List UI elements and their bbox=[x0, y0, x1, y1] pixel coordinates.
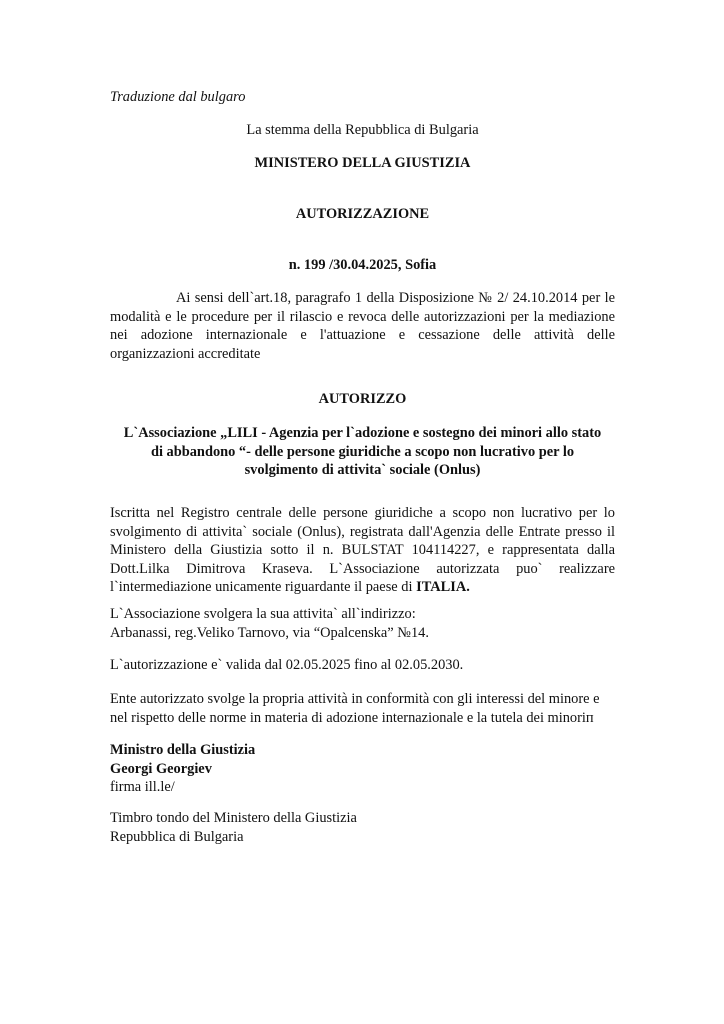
registration-text: Iscritta nel Registro centrale delle persone giuridiche a scopo non lucrativo per lo svolgimento di attivita` sociale (Onlus), registrata dall'Agenzia delle Entrate presso il Ministero della Giustizia sotto il n. BULSTAT 104114227, e rappresentata dalla Dott.Lilka Dimitrova Kraseva. L`Associazione autorizzata puo` realizzare l`intermediazione unicamente riguardante il paese di bbox=[110, 505, 615, 595]
association-name-block bbox=[110, 424, 615, 480]
signatory-name: Georgi Georgiev bbox=[110, 760, 212, 777]
signatory-title: Ministro della Giustizia bbox=[110, 742, 256, 758]
legal-basis-paragraph: Ai sensi dell`art.18, paragrafo 1 della Disposizione № 2/ 24.10.2014 per le modalità e le procedure per il rilascio e revoca delle autorizzazioni per la mediazione nei adozione internazionale e l'attuazione e cessazione delle attività delle organizzazioni accreditate bbox=[110, 290, 615, 362]
address-block bbox=[110, 605, 615, 642]
country-punctuation: . bbox=[466, 579, 470, 595]
association-line-2: di abbandono “- delle persone giuridiche a scopo non lucrativo per lo bbox=[150, 443, 575, 460]
signature-note: firma ill.le/ bbox=[110, 779, 175, 795]
stamp-block bbox=[110, 809, 615, 846]
association-line-3: svolgimento di attivita` sociale (Onlus) bbox=[244, 462, 481, 478]
document-title: AUTORIZZAZIONE bbox=[295, 206, 430, 222]
stamp-line-1: Timbro tondo del Ministero della Giustizia bbox=[110, 810, 357, 826]
country-name: ITALIA bbox=[416, 579, 467, 595]
validity-statement: L`autorizzazione e` valida dal 02.05.2025 fino al 02.05.2030. bbox=[110, 657, 464, 673]
compliance-paragraph: Ente autorizzato svolge la propria attività in conformità con gli interessi del minore e nel rispetto delle norme in materia di adozione internazionale e la tutela dei minoriп bbox=[110, 691, 600, 726]
ministry-heading: MINISTERO DELLA GIUSTIZIA bbox=[254, 155, 471, 171]
document-number-date: n. 199 /30.04.2025, Sofia bbox=[288, 257, 437, 273]
signature-block bbox=[110, 741, 615, 797]
coat-of-arms-caption: La stemma della Repubblica di Bulgaria bbox=[246, 122, 479, 138]
address-text: Arbanassi, reg.Veliko Tarnovo, via “Opalcenska” №14. bbox=[110, 624, 429, 641]
address-intro: L`Associazione svolgera la sua attivita` all`indirizzo: bbox=[110, 606, 416, 622]
registration-paragraph bbox=[110, 504, 615, 597]
translation-note: Traduzione dal bulgaro bbox=[110, 89, 246, 105]
association-line-1: L`Associazione „LILI - Agenzia per l`adozione e sostegno dei minori allo stato bbox=[123, 425, 602, 441]
authorize-heading: AUTORIZZO bbox=[318, 391, 407, 407]
stamp-line-2: Repubblica di Bulgaria bbox=[110, 828, 244, 845]
